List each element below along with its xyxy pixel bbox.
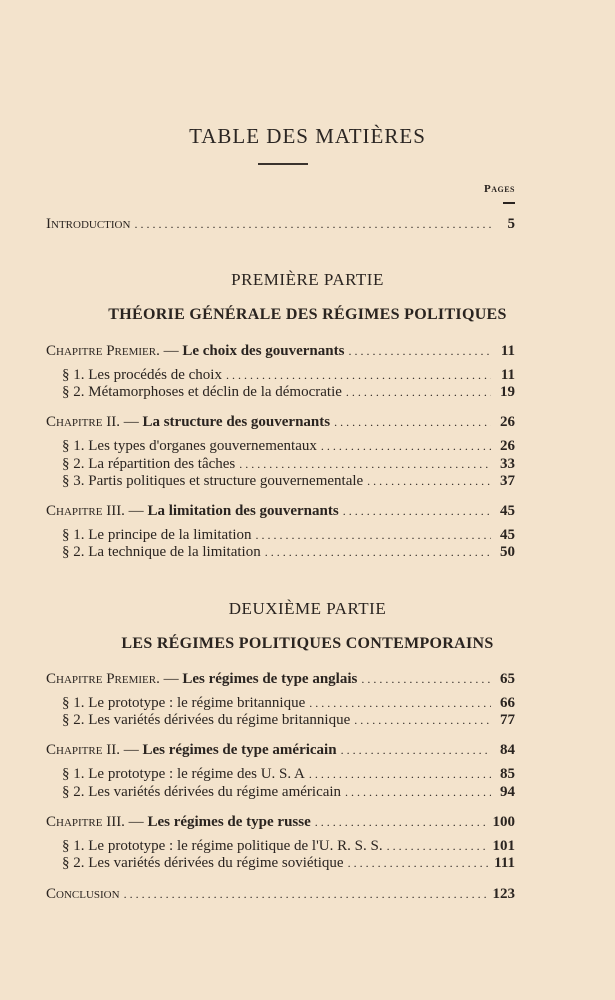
part-subtitle: LES RÉGIMES POLITIQUES CONTEMPORAINS xyxy=(121,635,494,652)
toc-page: 85 xyxy=(500,766,515,782)
chapter-title: Les régimes de type russe xyxy=(147,814,311,830)
toc-page: 33 xyxy=(500,456,515,472)
toc-chapter xyxy=(46,742,515,761)
toc-section xyxy=(62,438,515,457)
section-label: § 1. Les procédés de choix xyxy=(62,367,222,383)
leader-dots xyxy=(124,887,489,902)
toc-section xyxy=(62,473,515,492)
leader-dots xyxy=(387,839,489,854)
part-subtitle: THÉORIE GÉNÉRALE DES RÉGIMES POLITIQUES xyxy=(108,306,507,323)
toc-page: 11 xyxy=(500,367,515,383)
leader-dots xyxy=(309,767,491,782)
page-title: TABLE DES MATIÈRES xyxy=(189,124,426,148)
chapter-prefix: Chapitre III. — xyxy=(46,503,148,519)
toc-conclusion xyxy=(46,886,515,905)
toc-page: 101 xyxy=(492,838,515,854)
toc-section xyxy=(62,712,515,731)
section-label: § 2. Les variétés dérivées du régime soviétique xyxy=(62,855,344,871)
toc-section xyxy=(62,766,515,785)
chapter-title: Les régimes de type américain xyxy=(142,742,337,758)
chapter-title: La structure des gouvernants xyxy=(142,414,331,430)
section-label: § 2. La répartition des tâches xyxy=(62,456,236,472)
leader-dots xyxy=(348,344,491,359)
toc-chapter xyxy=(46,814,515,833)
leader-dots xyxy=(256,528,491,543)
toc-section xyxy=(62,544,515,563)
leader-dots xyxy=(265,545,491,560)
toc-page: 65 xyxy=(500,671,515,687)
leader-dots xyxy=(361,672,491,687)
section-label: § 1. Le principe de la limitation xyxy=(62,527,252,543)
toc-page: 45 xyxy=(500,527,515,543)
toc-introduction xyxy=(46,216,515,235)
leader-dots xyxy=(341,743,491,758)
toc-chapter xyxy=(46,671,515,690)
section-label: § 2. Les variétés dérivées du régime britannique xyxy=(62,712,351,728)
leader-dots xyxy=(367,474,491,489)
leader-dots xyxy=(334,415,491,430)
toc-section xyxy=(62,855,515,874)
toc-label: Conclusion xyxy=(46,886,120,902)
leader-dots xyxy=(348,856,491,871)
leader-dots xyxy=(309,696,491,711)
chapter-title: Le choix des gouvernants xyxy=(182,343,345,359)
toc-label: Introduction xyxy=(46,216,131,232)
chapter-prefix: Chapitre Premier. — xyxy=(46,671,183,687)
toc-page: 26 xyxy=(500,438,515,454)
pages-column-dash xyxy=(503,202,515,204)
section-label: § 2. Les variétés dérivées du régime américain xyxy=(62,784,342,800)
chapter-prefix: Chapitre II. — xyxy=(46,742,143,758)
toc-chapter xyxy=(46,343,515,362)
chapter-title: Les régimes de type anglais xyxy=(182,671,358,687)
part-heading: PREMIÈRE PARTIE xyxy=(231,270,384,289)
toc-chapter xyxy=(46,414,515,433)
toc-page: 100 xyxy=(492,814,515,830)
toc-page: 50 xyxy=(500,544,515,560)
toc-page: 5 xyxy=(507,216,515,232)
toc-page: 37 xyxy=(500,473,515,489)
leader-dots xyxy=(346,385,491,400)
leader-dots xyxy=(134,217,491,232)
leader-dots xyxy=(315,815,489,830)
title-rule xyxy=(258,163,308,165)
toc-page: 11 xyxy=(500,343,515,359)
leader-dots xyxy=(321,439,491,454)
toc-page: 123 xyxy=(492,886,515,902)
chapter-prefix: Chapitre III. — xyxy=(46,814,148,830)
toc-page: 84 xyxy=(500,742,515,758)
toc-page: 77 xyxy=(500,712,515,728)
toc-page: 19 xyxy=(500,384,515,400)
toc-section xyxy=(62,384,515,403)
chapter-prefix: Chapitre Premier. — xyxy=(46,343,183,359)
section-label: § 2. La technique de la limitation xyxy=(62,544,261,560)
section-label: § 1. Le prototype : le régime des U. S. A xyxy=(62,766,305,782)
section-label: § 2. Métamorphoses et déclin de la démocratie xyxy=(62,384,342,400)
chapter-prefix: Chapitre II. — xyxy=(46,414,143,430)
leader-dots xyxy=(354,713,491,728)
section-label: § 1. Les types d'organes gouvernementaux xyxy=(62,438,317,454)
leader-dots xyxy=(343,504,491,519)
part-heading: DEUXIÈME PARTIE xyxy=(228,599,387,618)
toc-page: 66 xyxy=(500,695,515,711)
section-label: § 1. Le prototype : le régime politique de l'U. R. S. S. xyxy=(62,838,383,854)
leader-dots xyxy=(226,368,491,383)
leader-dots xyxy=(239,457,491,472)
toc-page: 26 xyxy=(500,414,515,430)
section-label: § 1. Le prototype : le régime britannique xyxy=(62,695,306,711)
toc-chapter xyxy=(46,503,515,522)
toc-page: 111 xyxy=(494,855,515,871)
pages-column-label: Pages xyxy=(483,183,515,195)
leader-dots xyxy=(345,785,491,800)
toc-page: 45 xyxy=(500,503,515,519)
toc-section xyxy=(62,784,515,803)
chapter-title: La limitation des gouvernants xyxy=(147,503,339,519)
toc-page: 94 xyxy=(500,784,515,800)
section-label: § 3. Partis politiques et structure gouvernementale xyxy=(62,473,364,489)
